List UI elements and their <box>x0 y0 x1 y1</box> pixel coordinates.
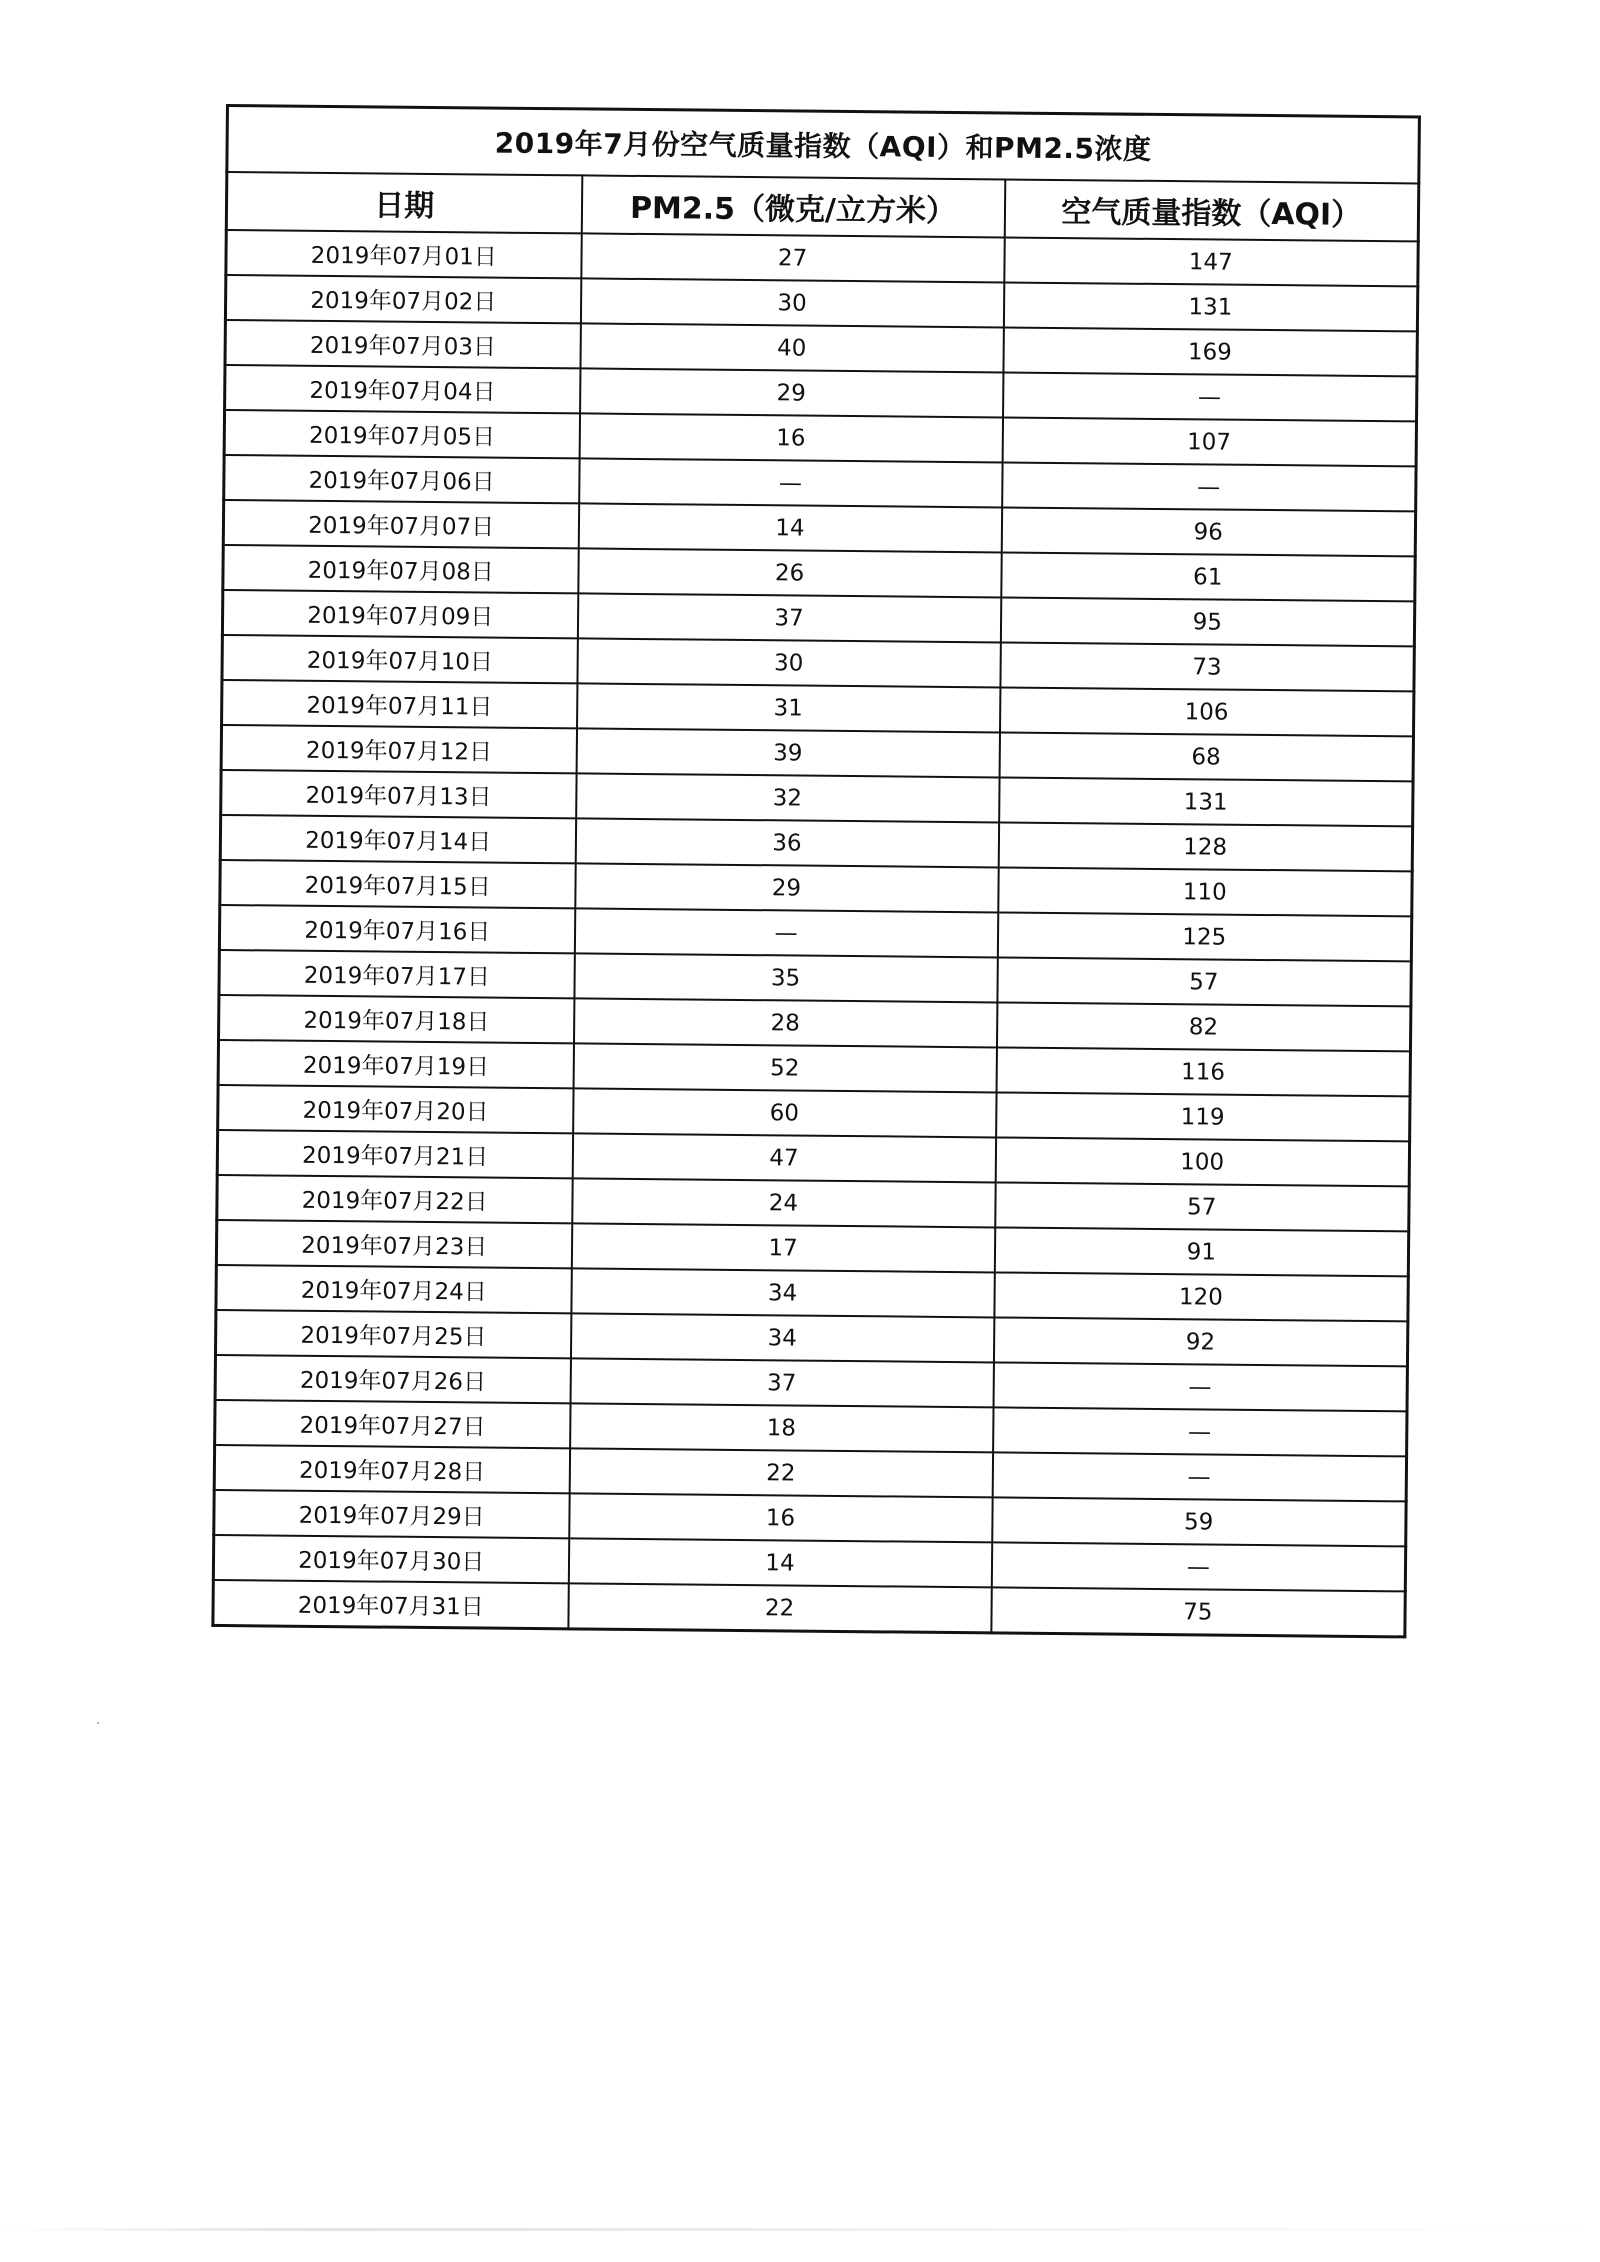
cell-aqi: 57 <box>995 1182 1409 1231</box>
cell-aqi: — <box>992 1452 1406 1501</box>
cell-pm25: 40 <box>580 323 1003 372</box>
cell-pm25: 14 <box>568 1538 991 1587</box>
table-body <box>213 230 1418 1637</box>
cell-aqi: 100 <box>995 1137 1409 1186</box>
cell-pm25: 14 <box>578 503 1001 552</box>
table-title: 2019年7月份空气质量指数（AQI）和PM2.5浓度 <box>227 106 1420 184</box>
cell-date: 2019年07月13日 <box>221 770 576 818</box>
cell-pm25: 26 <box>578 548 1001 597</box>
header-pm25: PM2.5（微克/立方米） <box>581 175 1005 237</box>
cell-pm25: 31 <box>577 683 1000 732</box>
header-date: 日期 <box>226 172 582 233</box>
cell-aqi: — <box>993 1362 1407 1411</box>
cell-aqi: — <box>1003 372 1417 421</box>
cell-date: 2019年07月12日 <box>221 725 576 773</box>
cell-aqi: 82 <box>996 1002 1410 1051</box>
cell-date: 2019年07月04日 <box>225 365 580 413</box>
aqi-table <box>211 104 1421 1638</box>
cell-pm25: 34 <box>570 1313 993 1362</box>
cell-date: 2019年07月17日 <box>219 950 574 998</box>
cell-pm25: — <box>579 458 1002 507</box>
cell-pm25: 17 <box>571 1223 994 1272</box>
cell-pm25: 37 <box>570 1358 993 1407</box>
cell-pm25: 30 <box>577 638 1000 687</box>
cell-pm25: 16 <box>569 1493 992 1542</box>
cell-pm25: 29 <box>575 863 998 912</box>
cell-aqi: — <box>1002 462 1416 511</box>
cell-aqi: 57 <box>997 957 1411 1006</box>
cell-pm25: 36 <box>575 818 998 867</box>
cell-date: 2019年07月14日 <box>220 815 575 863</box>
cell-aqi: 119 <box>996 1092 1410 1141</box>
cell-date: 2019年07月05日 <box>224 410 579 458</box>
cell-pm25: 32 <box>576 773 999 822</box>
cell-date: 2019年07月30日 <box>213 1535 568 1583</box>
cell-aqi: — <box>991 1542 1405 1591</box>
cell-pm25: 22 <box>569 1448 992 1497</box>
table-container <box>211 104 1418 1638</box>
cell-pm25: 34 <box>571 1268 994 1317</box>
cell-date: 2019年07月23日 <box>216 1220 571 1268</box>
scan-speck <box>97 1722 99 1724</box>
cell-date: 2019年07月16日 <box>219 905 574 953</box>
cell-date: 2019年07月10日 <box>222 635 577 683</box>
cell-pm25: 29 <box>580 368 1003 417</box>
cell-date: 2019年07月21日 <box>217 1130 572 1178</box>
cell-aqi: 68 <box>999 732 1413 781</box>
cell-date: 2019年07月11日 <box>222 680 577 728</box>
header-aqi: 空气质量指数（AQI） <box>1004 179 1419 241</box>
cell-date: 2019年07月24日 <box>216 1265 571 1313</box>
cell-date: 2019年07月06日 <box>224 455 579 503</box>
cell-aqi: 59 <box>992 1497 1406 1546</box>
cell-aqi: 96 <box>1001 507 1415 556</box>
cell-pm25: 60 <box>573 1088 996 1137</box>
cell-aqi: 125 <box>997 912 1411 961</box>
cell-date: 2019年07月22日 <box>217 1175 572 1223</box>
cell-aqi: 147 <box>1004 237 1418 286</box>
cell-aqi: 61 <box>1001 552 1415 601</box>
cell-aqi: 131 <box>1003 282 1417 331</box>
cell-date: 2019年07月15日 <box>220 860 575 908</box>
cell-aqi: 95 <box>1000 597 1414 646</box>
cell-pm25: 30 <box>580 278 1003 327</box>
cell-pm25: 47 <box>572 1133 995 1182</box>
cell-date: 2019年07月29日 <box>214 1490 569 1538</box>
cell-aqi: 75 <box>991 1587 1405 1636</box>
cell-pm25: 35 <box>574 953 997 1002</box>
cell-date: 2019年07月01日 <box>226 230 581 278</box>
cell-date: 2019年07月08日 <box>223 545 578 593</box>
cell-date: 2019年07月19日 <box>218 1040 573 1088</box>
cell-aqi: 106 <box>1000 687 1414 736</box>
cell-aqi: 110 <box>998 867 1412 916</box>
cell-pm25: 18 <box>570 1403 993 1452</box>
cell-pm25: 39 <box>576 728 999 777</box>
cell-date: 2019年07月20日 <box>218 1085 573 1133</box>
cell-pm25: 27 <box>581 233 1004 282</box>
cell-date: 2019年07月07日 <box>223 500 578 548</box>
cell-date: 2019年07月09日 <box>222 590 577 638</box>
cell-aqi: 91 <box>994 1227 1408 1276</box>
scan-edge-mark <box>0 2228 1600 2231</box>
cell-date: 2019年07月31日 <box>213 1580 568 1629</box>
cell-pm25: 28 <box>573 998 996 1047</box>
cell-pm25: 24 <box>572 1178 995 1227</box>
cell-pm25: 22 <box>568 1583 991 1633</box>
cell-date: 2019年07月25日 <box>215 1310 570 1358</box>
cell-aqi: — <box>993 1407 1407 1456</box>
table-title-row <box>227 106 1420 184</box>
cell-aqi: 107 <box>1002 417 1416 466</box>
cell-date: 2019年07月18日 <box>219 995 574 1043</box>
cell-aqi: 131 <box>999 777 1413 826</box>
cell-aqi: 92 <box>993 1317 1407 1366</box>
cell-pm25: 37 <box>577 593 1000 642</box>
cell-aqi: 128 <box>998 822 1412 871</box>
cell-date: 2019年07月27日 <box>215 1400 570 1448</box>
cell-date: 2019年07月26日 <box>215 1355 570 1403</box>
cell-pm25: — <box>574 908 997 957</box>
cell-aqi: 116 <box>996 1047 1410 1096</box>
cell-date: 2019年07月03日 <box>225 320 580 368</box>
cell-aqi: 169 <box>1003 327 1417 376</box>
cell-aqi: 73 <box>1000 642 1414 691</box>
cell-pm25: 16 <box>579 413 1002 462</box>
cell-date: 2019年07月02日 <box>225 275 580 323</box>
cell-pm25: 52 <box>573 1043 996 1092</box>
cell-date: 2019年07月28日 <box>214 1445 569 1493</box>
cell-aqi: 120 <box>994 1272 1408 1321</box>
